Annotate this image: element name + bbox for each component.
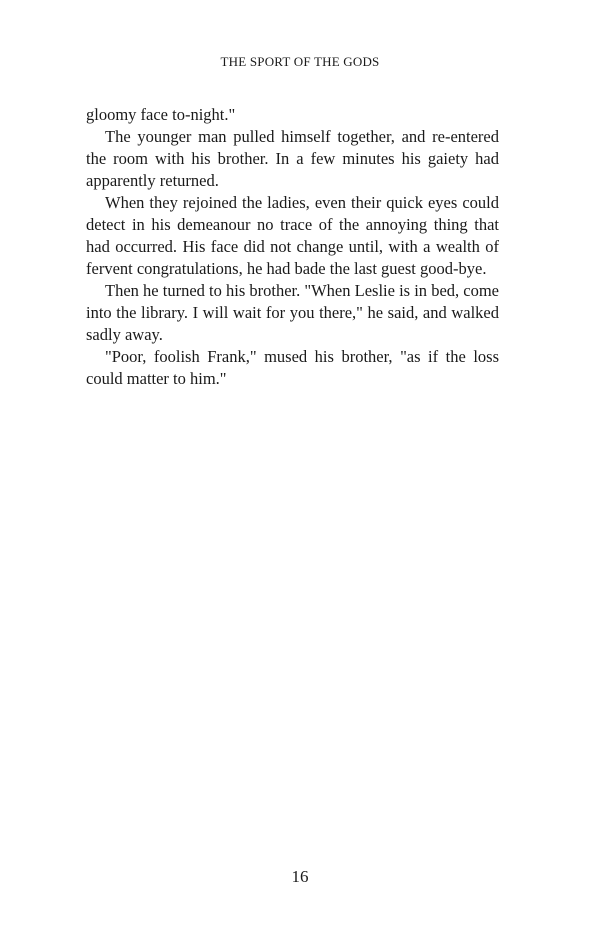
body-text <box>86 104 499 390</box>
paragraph: "Poor, foolish Frank," mused his brother, "as if the loss could matter to him." <box>86 347 499 388</box>
running-head: THE SPORT OF THE GODS <box>220 54 380 69</box>
paragraph: The younger man pulled himself together, and re-entered the room with his brother. In a few minutes his gaiety had apparently returned. <box>86 127 499 190</box>
paragraph: When they rejoined the ladies, even their quick eyes could detect in his demeanour no trace of the annoying thing that had occurred. His face did not change until, with a wealth of fervent congratulations, he had bade the last guest good-bye. <box>86 193 499 278</box>
paragraph: Then he turned to his brother. "When Leslie is in bed, come into the library. I will wait for you there," he said, and walked sadly away. <box>86 281 499 344</box>
paragraph-continuation: gloomy face to-night." <box>86 105 236 124</box>
page-number: 16 <box>291 867 309 886</box>
